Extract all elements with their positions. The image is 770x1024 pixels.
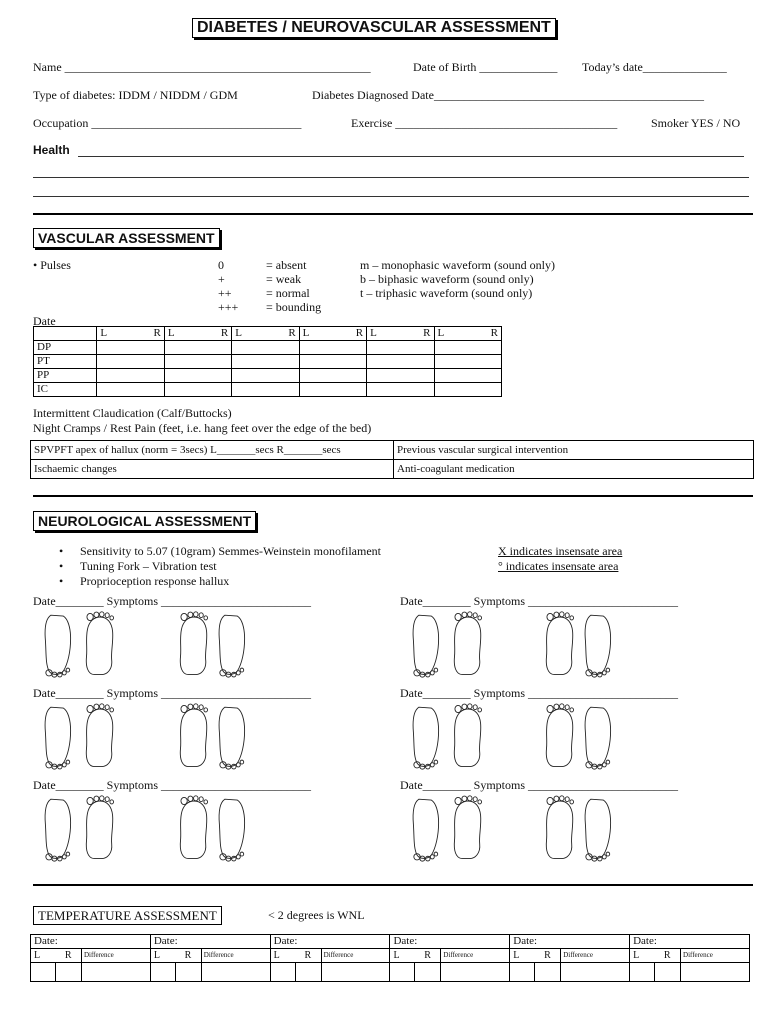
temp-l-label: L xyxy=(390,949,415,963)
neuro-bullet-proprioception: Proprioception response hallux xyxy=(80,574,230,588)
foot-diagram-top-right[interactable] xyxy=(580,702,616,770)
r-label: R xyxy=(288,327,296,339)
scale-desc-bounding: = bounding xyxy=(266,300,322,314)
foot-diagram-sole-left[interactable] xyxy=(408,702,444,770)
pulse-cell[interactable] xyxy=(164,355,231,369)
scale-symbol-weak: + xyxy=(218,272,225,286)
pulse-cell[interactable] xyxy=(97,341,164,355)
pulse-cell[interactable] xyxy=(434,383,501,397)
pulse-cell[interactable] xyxy=(232,355,299,369)
pulse-cell[interactable] xyxy=(232,383,299,397)
temp-diff-label: Difference xyxy=(681,949,750,963)
foot-diagram-sole-left[interactable] xyxy=(408,794,444,862)
pulse-header-row xyxy=(34,327,502,341)
pulse-cell[interactable] xyxy=(232,341,299,355)
date-symptoms-field[interactable]: Date________ Symptoms _________________________ xyxy=(400,778,678,792)
pulse-lr-cell xyxy=(367,327,434,341)
health-line-2[interactable] xyxy=(33,177,749,178)
date-symptoms-field[interactable]: Date________ Symptoms _________________________ xyxy=(33,778,311,792)
scale-symbol-normal: ++ xyxy=(218,286,232,300)
l-label: L xyxy=(302,327,310,339)
temp-value-cell[interactable] xyxy=(630,963,655,982)
pulse-cell[interactable] xyxy=(164,383,231,397)
foot-diagram-sole-right[interactable] xyxy=(82,702,118,770)
anticoag-field[interactable]: Anti-coagulant medication xyxy=(394,460,754,479)
vascular-info-table xyxy=(30,440,754,479)
pulse-row-pt xyxy=(34,355,502,369)
health-line-3[interactable] xyxy=(33,196,749,197)
temp-value-cell[interactable] xyxy=(175,963,201,982)
pulse-table xyxy=(33,326,502,397)
temp-diff-label: Difference xyxy=(81,949,150,963)
neuro-title: NEUROLOGICAL ASSESSMENT xyxy=(33,511,256,531)
r-label: R xyxy=(355,327,364,339)
foot-diagram-sole-right[interactable] xyxy=(82,794,118,862)
night-cramps-label: Night Cramps / Rest Pain (feet, i.e. hang feet over the edge of the bed) xyxy=(33,421,372,435)
occupation-field[interactable]: Occupation ___________________________________ xyxy=(33,116,302,130)
pulse-lr-cell xyxy=(434,327,501,341)
dob-field[interactable]: Date of Birth _____________ xyxy=(413,60,558,74)
pulse-row-ic xyxy=(34,383,502,397)
scale-desc-weak: = weak xyxy=(266,272,302,286)
pulse-corner-cell xyxy=(34,327,97,341)
pulse-cell[interactable] xyxy=(434,369,501,383)
scale-symbol-absent: 0 xyxy=(218,258,224,272)
page-title: DIABETES / NEUROVASCULAR ASSESSMENT xyxy=(192,18,556,38)
foot-diagram-top-left[interactable] xyxy=(542,702,578,770)
foot-diagram-top-left[interactable] xyxy=(542,610,578,678)
temp-date-cell[interactable]: Date: xyxy=(270,935,390,949)
date-symptoms-field[interactable]: Date________ Symptoms _________________________ xyxy=(400,594,678,608)
temp-diff-label: Difference xyxy=(561,949,630,963)
foot-diagram-top-right[interactable] xyxy=(580,610,616,678)
l-label: L xyxy=(167,327,175,339)
pulse-cell[interactable] xyxy=(434,355,501,369)
neuro-bullet-dot: • xyxy=(59,544,64,558)
r-label: R xyxy=(153,327,161,339)
temp-r-label: R xyxy=(175,949,201,963)
temp-diff-label: Difference xyxy=(201,949,270,963)
temp-l-label: L xyxy=(270,949,295,963)
pulse-row-dp xyxy=(34,341,502,355)
claudication-label: Intermittent Claudication (Calf/Buttocks) xyxy=(33,406,232,420)
temp-l-label: L xyxy=(510,949,535,963)
l-label: L xyxy=(437,327,445,339)
pulse-row-label: IC xyxy=(34,383,97,397)
pulse-row-pp xyxy=(34,369,502,383)
temp-value-cell[interactable] xyxy=(295,963,321,982)
foot-diagram-sole-left[interactable] xyxy=(40,610,76,678)
foot-diagram-top-left[interactable] xyxy=(176,610,212,678)
waveform-biphasic: b – biphasic waveform (sound only) xyxy=(360,272,534,286)
section-divider xyxy=(33,213,753,215)
temperature-note: < 2 degrees is WNL xyxy=(268,908,365,922)
temp-r-label: R xyxy=(295,949,321,963)
temp-value-cell[interactable] xyxy=(201,963,270,982)
temp-diff-label: Difference xyxy=(321,949,390,963)
neuro-bullet-dot: • xyxy=(59,574,64,588)
l-label: L xyxy=(100,327,108,339)
health-line-1[interactable] xyxy=(78,156,744,157)
temp-l-label: L xyxy=(630,949,655,963)
pulse-cell[interactable] xyxy=(299,369,366,383)
temp-value-cell[interactable] xyxy=(561,963,630,982)
foot-diagram-sole-right[interactable] xyxy=(82,610,118,678)
date-symptoms-field[interactable]: Date________ Symptoms _________________________ xyxy=(33,594,311,608)
temp-value-cell[interactable] xyxy=(321,963,390,982)
smoker-field[interactable]: Smoker YES / NO xyxy=(651,116,741,130)
temp-l-label: L xyxy=(31,949,56,963)
temp-r-label: R xyxy=(535,949,561,963)
pulse-cell[interactable] xyxy=(299,355,366,369)
l-label: L xyxy=(370,327,377,339)
temp-value-cell[interactable] xyxy=(390,963,415,982)
foot-diagram-top-left[interactable] xyxy=(176,702,212,770)
r-label: R xyxy=(220,327,229,339)
temp-value-cell[interactable] xyxy=(681,963,750,982)
temp-value-cell[interactable] xyxy=(31,963,56,982)
pulse-lr-cell xyxy=(299,327,366,341)
pulse-cell[interactable] xyxy=(164,369,231,383)
todays-date-field[interactable]: Today’s date______________ xyxy=(582,60,727,74)
temp-value-cell[interactable] xyxy=(150,963,175,982)
legend-x: X indicates insensate area xyxy=(498,544,623,558)
pulses-label: • Pulses xyxy=(33,258,71,272)
pulse-cell[interactable] xyxy=(434,341,501,355)
temp-date-cell[interactable]: Date: xyxy=(630,935,750,949)
scale-desc-absent: = absent xyxy=(266,258,307,272)
pulse-cell[interactable] xyxy=(299,341,366,355)
vascular-title: VASCULAR ASSESSMENT xyxy=(33,228,220,248)
neuro-bullet-dot: • xyxy=(59,559,64,573)
pulse-cell[interactable] xyxy=(367,369,434,383)
foot-diagram-sole-left[interactable] xyxy=(40,702,76,770)
spvpft-field[interactable]: SPVPFT apex of hallux (norm = 3secs) L_______secs R_______secs xyxy=(31,441,394,460)
temp-date-cell[interactable]: Date: xyxy=(150,935,270,949)
health-label: Health xyxy=(33,143,70,157)
foot-diagram-sole-right[interactable] xyxy=(450,702,486,770)
pulse-lr-cell xyxy=(164,327,231,341)
scale-symbol-bounding: +++ xyxy=(218,300,239,314)
exercise-field[interactable]: Exercise _____________________________________ xyxy=(351,116,618,130)
temp-value-cell[interactable] xyxy=(55,963,81,982)
pulse-row-label: PP xyxy=(34,369,97,383)
foot-diagram-top-right[interactable] xyxy=(214,702,250,770)
previous-surgery-field[interactable]: Previous vascular surgical intervention xyxy=(394,441,754,460)
l-label: L xyxy=(235,327,242,339)
pulse-cell[interactable] xyxy=(299,383,366,397)
section-divider xyxy=(33,884,753,886)
legend-o: ° indicates insensate area xyxy=(498,559,619,573)
neuro-bullet-tuning-fork: Tuning Fork – Vibration test xyxy=(80,559,217,573)
temp-r-label: R xyxy=(415,949,441,963)
temperature-date-row xyxy=(31,935,750,949)
temp-date-cell[interactable]: Date: xyxy=(510,935,630,949)
foot-diagram-sole-left[interactable] xyxy=(408,610,444,678)
section-divider xyxy=(33,495,753,497)
temp-r-label: R xyxy=(55,949,81,963)
pulse-date-label: Date xyxy=(33,314,56,328)
temp-value-cell[interactable] xyxy=(510,963,535,982)
foot-diagram-top-right[interactable] xyxy=(580,794,616,862)
temp-value-cell[interactable] xyxy=(535,963,561,982)
temp-value-cell[interactable] xyxy=(81,963,150,982)
diabetes-type-field[interactable]: Type of diabetes: IDDM / NIDDM / GDM xyxy=(33,88,238,102)
pulse-lr-cell xyxy=(97,327,164,341)
temp-diff-label: Difference xyxy=(441,949,510,963)
temp-date-cell[interactable]: Date: xyxy=(390,935,510,949)
pulse-cell[interactable] xyxy=(367,383,434,397)
foot-diagram-top-right[interactable] xyxy=(214,794,250,862)
foot-diagram-top-left[interactable] xyxy=(542,794,578,862)
foot-diagram-top-left[interactable] xyxy=(176,794,212,862)
temperature-table xyxy=(30,934,750,982)
temperature-header-row xyxy=(31,949,750,963)
temp-r-label: R xyxy=(654,949,680,963)
neuro-bullet-monofilament: Sensitivity to 5.07 (10gram) Semmes-Weinstein monofilament xyxy=(80,544,381,558)
pulse-row-label: DP xyxy=(34,341,97,355)
waveform-triphasic: t – triphasic waveform (sound only) xyxy=(360,286,533,300)
temp-value-cell[interactable] xyxy=(415,963,441,982)
pulse-lr-cell xyxy=(232,327,299,341)
r-label: R xyxy=(490,327,498,339)
foot-diagram-sole-left[interactable] xyxy=(40,794,76,862)
pulse-cell[interactable] xyxy=(97,355,164,369)
name-field[interactable]: Name ___________________________________________________ xyxy=(33,60,371,74)
temp-value-cell[interactable] xyxy=(654,963,680,982)
diagnosed-date-field[interactable]: Diabetes Diagnosed Date_____________________________________________ xyxy=(312,88,704,102)
pulse-cell[interactable] xyxy=(97,369,164,383)
temp-l-label: L xyxy=(150,949,175,963)
ischaemic-field[interactable]: Ischaemic changes xyxy=(31,460,394,479)
foot-diagram-sole-right[interactable] xyxy=(450,794,486,862)
pulse-cell[interactable] xyxy=(367,355,434,369)
temperature-value-row xyxy=(31,963,750,982)
pulse-cell[interactable] xyxy=(97,383,164,397)
pulse-cell[interactable] xyxy=(164,341,231,355)
foot-diagram-sole-right[interactable] xyxy=(450,610,486,678)
waveform-monophasic: m – monophasic waveform (sound only) xyxy=(360,258,555,272)
date-symptoms-field[interactable]: Date________ Symptoms _________________________ xyxy=(400,686,678,700)
r-label: R xyxy=(423,327,431,339)
temp-value-cell[interactable] xyxy=(270,963,295,982)
pulse-cell[interactable] xyxy=(367,341,434,355)
temp-date-cell[interactable]: Date: xyxy=(31,935,151,949)
scale-desc-normal: = normal xyxy=(266,286,310,300)
date-symptoms-field[interactable]: Date________ Symptoms _________________________ xyxy=(33,686,311,700)
pulse-row-label: PT xyxy=(34,355,97,369)
pulse-cell[interactable] xyxy=(232,369,299,383)
temperature-title: TEMPERATURE ASSESSMENT xyxy=(33,906,222,925)
foot-diagram-top-right[interactable] xyxy=(214,610,250,678)
temp-value-cell[interactable] xyxy=(441,963,510,982)
